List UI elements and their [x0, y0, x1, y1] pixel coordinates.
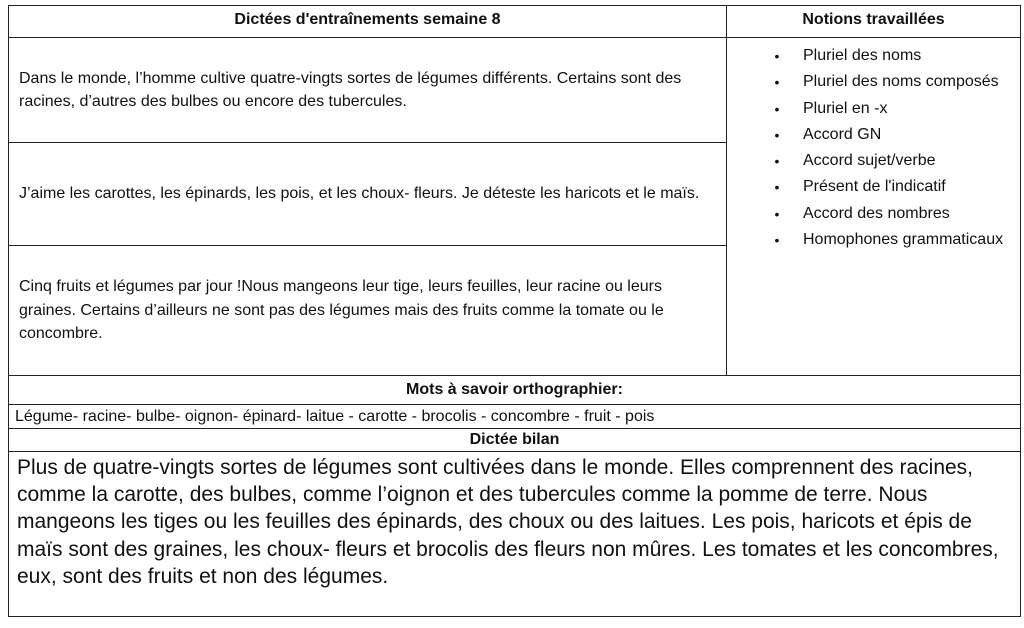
list-item: [771, 148, 1020, 174]
bilan-header-cell: [9, 429, 1021, 452]
dictees-header-cell: [9, 6, 727, 38]
list-item: [771, 69, 1020, 95]
notions-cell: [727, 38, 1021, 376]
dictee-text: J’aime les carottes, les épinards, les pois, et les choux- fleurs. Je déteste les haricots et le maïs.: [19, 185, 700, 203]
bullet-icon: •: [774, 126, 780, 143]
bilan-text-cell: [9, 452, 1021, 617]
notion-label: Présent de l'indicatif: [803, 178, 946, 196]
notion-label: Pluriel en -x: [803, 99, 888, 117]
bullet-icon: •: [774, 100, 780, 117]
bullet-icon: •: [774, 179, 780, 196]
dictation-table: [8, 5, 1021, 617]
list-item: [771, 96, 1020, 122]
dictee-cell-2: [9, 143, 727, 246]
bullet-icon: •: [774, 232, 780, 249]
notion-label: Accord GN: [803, 125, 882, 143]
notions-title: Notions travaillées: [802, 11, 945, 28]
notion-label: Accord sujet/verbe: [803, 152, 936, 170]
mots-list-cell: [9, 405, 1021, 429]
bullet-icon: •: [774, 48, 780, 64]
bilan-title: Dictée bilan: [469, 431, 560, 448]
dictee-cell-1: [9, 38, 727, 143]
mots-header-cell: [9, 376, 1021, 405]
dictee-text: Dans le monde, l’homme cultive quatre-vingts sortes de légumes différents. Certains sont des racines, d’autres des bulbes ou encore des tubercules.: [19, 69, 682, 110]
dictees-title: Dictées d'entraînements semaine 8: [234, 11, 501, 28]
list-item: [771, 122, 1020, 148]
list-item: [771, 43, 1020, 69]
dictee-cell-3: [9, 246, 727, 376]
list-item: [771, 227, 1020, 253]
list-item: [771, 174, 1020, 200]
notion-label: Pluriel des noms composés: [803, 73, 999, 91]
bullet-icon: •: [774, 153, 780, 170]
notion-label: Homophones grammaticaux: [803, 231, 1004, 249]
mots-title: Mots à savoir orthographier:: [406, 381, 623, 398]
notion-label: Pluriel des noms: [803, 47, 922, 64]
bullet-icon: •: [774, 205, 780, 222]
notion-label: Accord des nombres: [803, 204, 950, 222]
notions-list: [727, 43, 1020, 253]
bilan-text: Plus de quatre-vingts sortes de légumes sont cultivées dans le monde. Elles comprennent des racines, comme la carotte, des bulbes, comme l’oignon et des tubercules comme la pomme de terre. Nous mangeons les tiges ou les feuilles des épinards, des choux ou des laitues. Les pois, haricots et épis de maïs sont des graines, les choux- fleurs et brocolis des fleurs non mûres. Les tomates et les concombres, eux, sont des fruits et non des légumes.: [17, 456, 999, 588]
mots-list: Légume- racine- bulbe- oignon- épinard- laitue - carotte - brocolis - concombre - fruit - pois: [15, 408, 655, 425]
dictee-text: Cinq fruits et légumes par jour !Nous mangeons leur tige, leurs feuilles, leur racine ou leurs graines. Certains d’ailleurs ne sont pas des légumes mais des fruits comme la tomate ou le concombre.: [19, 278, 664, 343]
notions-header-cell: [727, 6, 1021, 38]
bullet-icon: •: [774, 74, 780, 91]
list-item: [771, 201, 1020, 227]
